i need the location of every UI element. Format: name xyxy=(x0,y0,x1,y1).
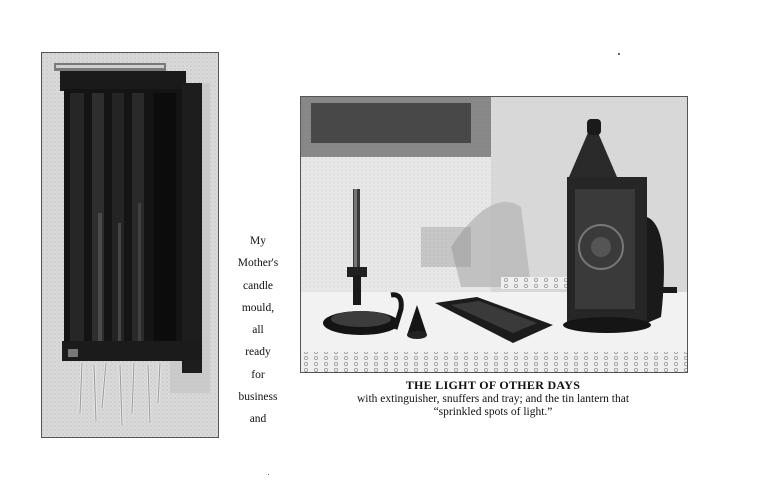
lighting-objects-illustration xyxy=(301,97,687,372)
candle-mould-caption xyxy=(228,230,288,431)
print-speck xyxy=(618,53,620,55)
caption-title: THE LIGHT OF OTHER DAYS xyxy=(405,378,581,392)
caption-line-2: “sprinkled spots of light.” xyxy=(433,406,553,418)
candle-mould-photo xyxy=(41,52,219,438)
side-caption-line: mould, xyxy=(241,301,275,314)
side-caption-line: candle xyxy=(242,279,273,292)
print-speck xyxy=(268,474,269,475)
figure-caption xyxy=(300,378,686,419)
side-caption-line: all xyxy=(252,324,264,337)
caption-line-1: with extinguisher, snuffers and tray; and the tin lantern that xyxy=(356,393,630,405)
side-caption-line: ready xyxy=(245,346,271,359)
side-caption-line: Mother's xyxy=(237,257,279,270)
side-caption-line: My xyxy=(250,235,266,247)
side-caption-line: and xyxy=(249,413,267,426)
side-caption-line: business xyxy=(238,391,278,404)
side-caption-line: for xyxy=(251,368,265,381)
light-of-other-days-photo xyxy=(300,96,688,373)
candle-mould-illustration xyxy=(42,53,218,437)
